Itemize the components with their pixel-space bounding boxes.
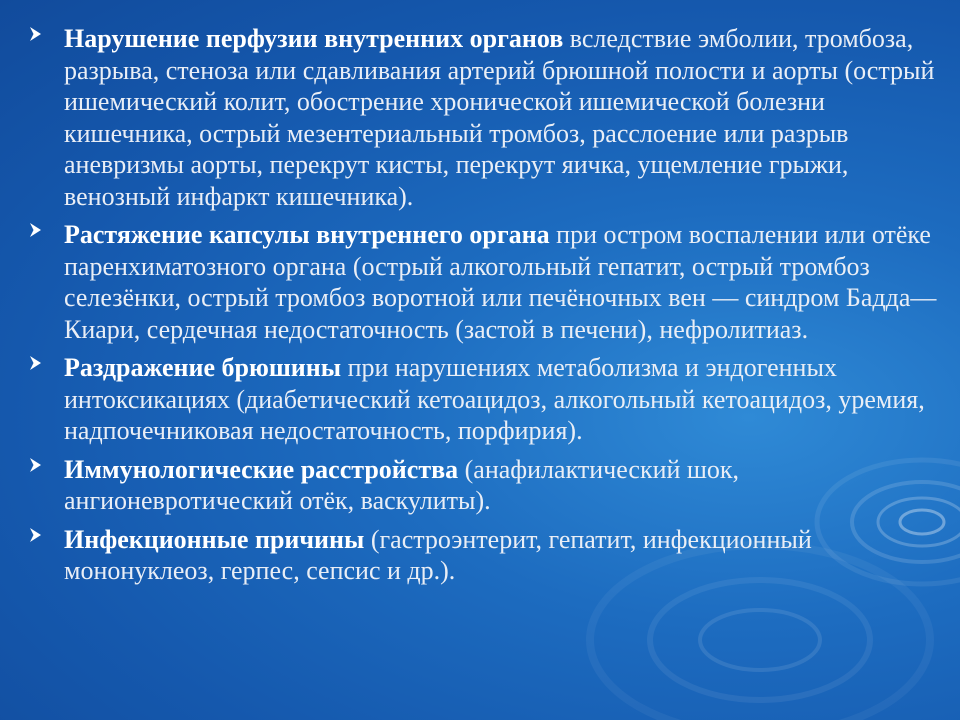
bullet-title: Раздражение брюшины — [64, 353, 342, 382]
bullet-title: Нарушение перфузии внутренних органов — [64, 24, 564, 53]
bullet-item-immunological — [28, 454, 938, 517]
bullet-text: при остром воспалении или отёке паренхиматозного органа (острый алкогольный гепатит, острый тромбоз селезёнки, острый тромбоз воротной или печёночных вен — синдром Бадда—Киари, сердечная недостаточность (застой в печени), нефролитиаз. — [64, 220, 937, 344]
bullet-title: Растяжение капсулы внутреннего органа — [64, 220, 550, 249]
chevron-right-icon — [28, 457, 44, 473]
chevron-right-icon — [28, 527, 44, 543]
chevron-right-icon — [28, 355, 44, 371]
chevron-right-icon — [28, 222, 44, 238]
bullet-item-peritoneum — [28, 352, 938, 447]
bullet-item-capsule — [28, 219, 938, 345]
bullet-title: Иммунологические расстройства — [64, 454, 459, 484]
bullet-item-infectious — [28, 524, 938, 587]
bullet-text: (анафилактический шок, ангионевротический отёк, васкулиты). — [64, 454, 740, 515]
slide-content — [28, 23, 938, 594]
chevron-right-icon — [28, 26, 44, 42]
bullet-list — [28, 23, 938, 587]
bullet-title: Инфекционные причины — [64, 524, 365, 554]
bullet-text: при нарушениях метаболизма и эндогенных интоксикациях (диабетический кетоацидоз, алкогольный кетоацидоз, уремия, надпочечниковая недостаточность, порфирия). — [64, 353, 925, 445]
bullet-text: вследствие эмболии, тромбоза, разрыва, стеноза или сдавливания артерий брюшной полости и аорты (острый ишемический колит, обострение хронической ишемической болезни кишечника, острый мезентериальный тромбоз, расслоение или разрыв аневризмы аорты, перекрут кисты, перекрут яичка, ущемление грыжи, венозный инфаркт кишечника). — [64, 24, 935, 211]
bullet-item-perfusion — [28, 23, 938, 212]
bullet-text: (гастроэнтерит, гепатит, инфекционный мононуклеоз, герпес, сепсис и др.). — [64, 524, 812, 585]
